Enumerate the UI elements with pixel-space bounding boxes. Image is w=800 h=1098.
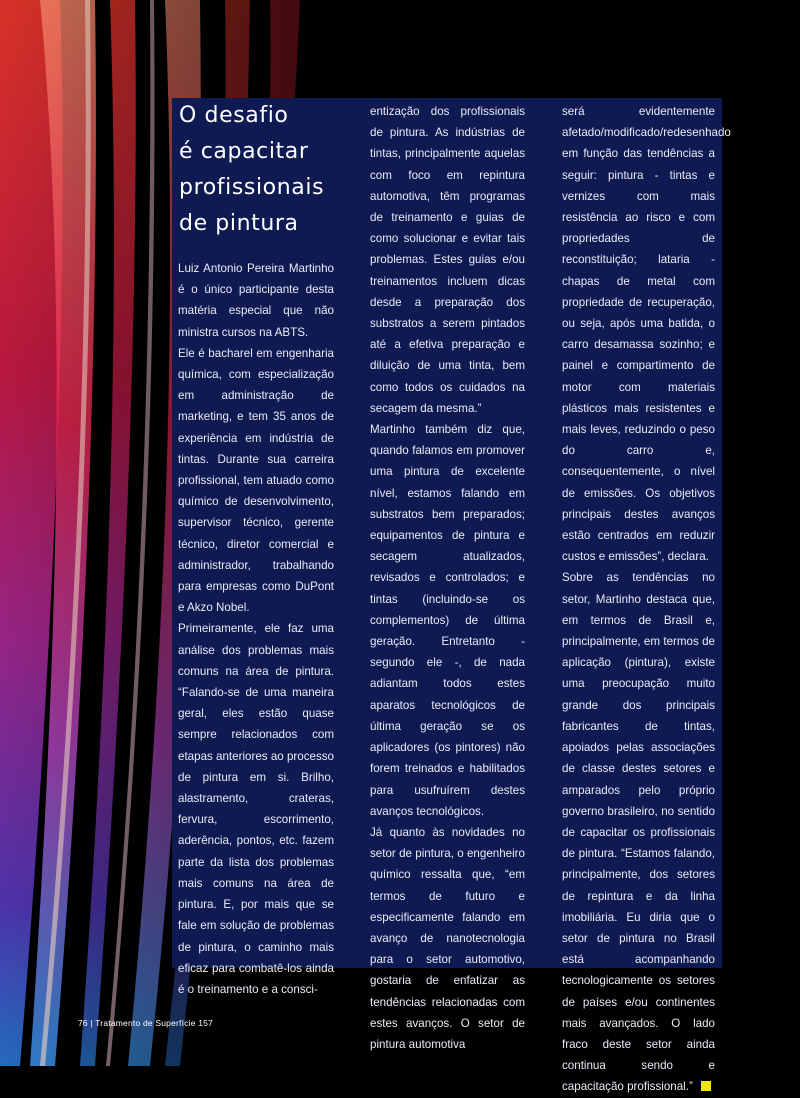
- article-column-3: [562, 101, 731, 1098]
- paragraph: Já quanto às novidades no setor de pintura, o engenheiro químico ressalta que, “em termos de futuro e especificamente falando em avanço de nanotecnologia para o setor automotivo, gostaria de enfatizar as tendências relacionadas com estes avanços. O setor de pintura automotiva: [370, 825, 525, 1051]
- headline-line-2: é capacitar: [179, 139, 309, 164]
- paragraph: Martinho também diz que, quando falamos em promover uma pintura de excelente nível, estamos falando em substratos bem preparados; equipamentos de pintura e secagem atualizados, revisados e controlados; e tintas (incluindo-se os complementos) de última geração. Entretanto - segundo ele -, de nada adiantam todos estes aparatos tecnológicos de última geração se os aplicadores (os pintores) não forem treinados e habilitados para usufruírem destes avanços tecnológicos.: [370, 423, 525, 818]
- article-column-2: [370, 101, 525, 1055]
- article-column-1: [178, 258, 334, 1000]
- article-headline: [179, 98, 349, 242]
- article-panel: [172, 98, 731, 1094]
- end-of-article-square-icon: [701, 1081, 711, 1091]
- paragraph: entização dos profissionais de pintura. As indústrias de tintas, principalmente aquelas com foco em repintura automotiva, têm programas de treinamento e guias de como solucionar e evitar tais problemas. Estes guias e/ou treinamentos incluem dicas desde a preparação dos substratos a serem pintados até a efetiva preparação e diluição de uma tinta, bem como todos os cuidados na secagem da mesma.”: [370, 105, 525, 415]
- headline-line-1: O desafio: [179, 103, 289, 128]
- paragraph: será evidentemente afetado/modificado/redesenhado em função das tendências a seguir: pintura - tintas e vernizes com mais resistência ao risco e com propriedades de reconstituição; lataria - chapas de metal com propriedade de recuperação, ou seja, após uma batida, o carro desamassa sozinho; e painel e compartimento de motor com materiais plásticos mais resistentes e mais leves, reduzindo o peso do carro e, consequentemente, o nível de emissões. Os objetivos principais destes avanços estão centrados em reduzir custos e emissões”, declara.: [562, 105, 731, 564]
- paragraph: Primeiramente, ele faz uma análise dos problemas mais comuns na área de pintura. “Falando-se de uma maneira geral, eles estão quase sempre relacionados com etapas anteriores ao processo de pintura em si. Brilho, alastramento, crateras, fervura, escorrimento, aderência, pontos, etc. fazem parte da lista dos problemas mais comuns na área de pintura. E, por mais que se fale em solução de problemas de pintura, o caminho mais eficaz para combatê-los ainda é o treinamento e a consci-: [178, 622, 334, 996]
- paragraph-text: Sobre as tendências no setor, Martinho destaca que, em termos de Brasil e, principalmente, em termos de aplicação (pintura), existe uma preocupação muito grande dos principais fabricantes de tintas, apoiados pelas associações de classe destes setores e amparados pelo próprio governo brasileiro, no sentido de capacitar os profissionais de pintura. “Estamos falando, principalmente, dos setores de repintura e da linha imobiliária. Eu diria que o setor de pintura no Brasil está acompanhando tecnologicamente os setores de países e/ou continentes mais avançados. O lado fraco deste setor ainda continua sendo e capacitação profissional.”: [562, 571, 715, 1094]
- paragraph: Ele é bacharel em engenharia química, com especialização em administração de marketing, e tem 35 anos de experiência em indústria de tintas. Durante sua carreira profissional, tem atuado como químico de desenvolvimento, supervisor técnico, gerente técnico, diretor comercial e administrador, trabalhando para empresas como DuPont e Akzo Nobel.: [178, 346, 334, 615]
- paragraph: [562, 567, 715, 1097]
- headline-line-3: profissionais: [179, 175, 325, 200]
- page-footer: 76 | Tratamento de Superfície 157: [78, 1018, 213, 1028]
- paragraph: Luiz Antonio Pereira Martinho é o único participante desta matéria especial que não ministra cursos na ABTS.: [178, 262, 334, 339]
- headline-line-4: de pintura: [179, 211, 299, 236]
